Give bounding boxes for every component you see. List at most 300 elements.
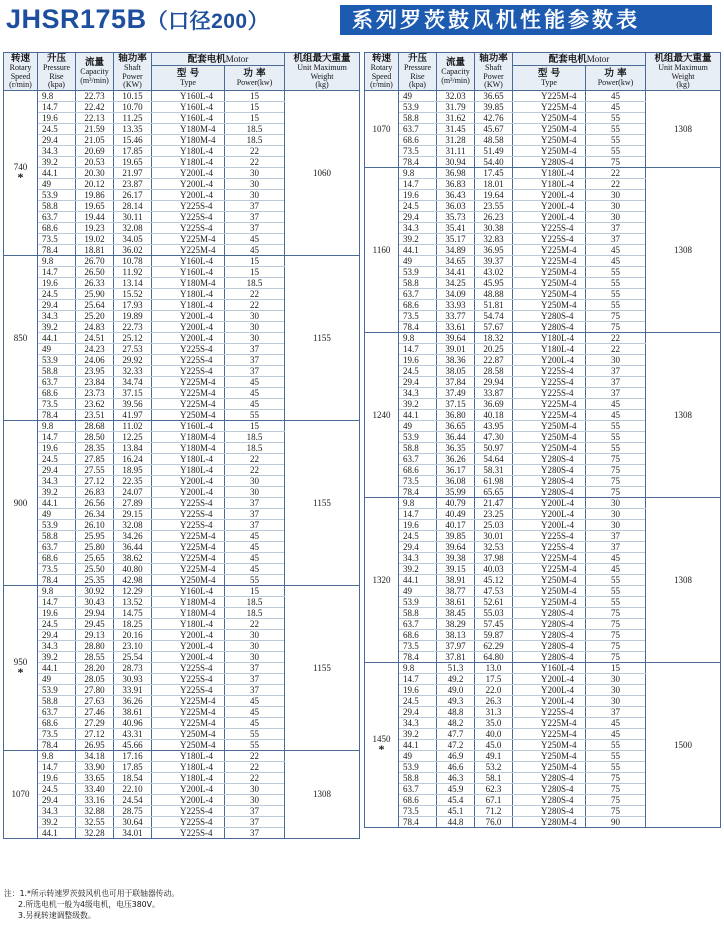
capacity-cell: 39.64 [437,332,475,343]
motor-type-cell: Y225M-4 [152,563,225,574]
shaft-power-cell: 40.80 [114,563,152,574]
shaft-power-cell: 25.03 [475,519,513,530]
pressure-cell: 19.6 [399,519,437,530]
shaft-power-cell: 42.98 [114,574,152,585]
capacity-cell: 26.33 [76,277,114,288]
pressure-cell: 14.7 [38,101,76,112]
capacity-cell: 30.92 [76,585,114,596]
shaft-power-cell: 22.87 [475,354,513,365]
motor-type-cell: Y160L-4 [152,266,225,277]
speed-value: 850 [13,332,28,343]
weight-cell: 1308 [646,332,721,497]
capacity-cell: 28.50 [76,431,114,442]
motor-type-cell: Y180L-4 [152,288,225,299]
motor-type-cell: Y250M-4 [513,442,586,453]
motor-type-cell: Y200L-4 [152,651,225,662]
capacity-cell: 35.17 [437,233,475,244]
shaft-power-cell: 31.3 [475,706,513,717]
motor-type-cell: Y225M-4 [152,244,225,255]
capacity-cell: 19.23 [76,222,114,233]
shaft-power-cell: 25.12 [114,332,152,343]
capacity-cell: 39.38 [437,552,475,563]
shaft-power-cell: 32.08 [114,519,152,530]
motor-power-cell: 75 [586,640,646,651]
motor-power-cell: 30 [225,651,285,662]
motor-type-cell: Y200L-4 [152,332,225,343]
page-title [6,4,269,35]
motor-type-cell: Y225S-4 [152,200,225,211]
header-pressure-cn: 升压 [46,53,66,64]
pressure-cell: 34.3 [38,310,76,321]
motor-power-cell: 45 [225,706,285,717]
speed-cell [4,420,38,585]
speed-cell [365,167,399,332]
speed-value: 1450 [372,734,391,744]
shaft-power-cell: 11.02 [114,420,152,431]
motor-power-cell: 55 [586,134,646,145]
capacity-cell: 34.41 [437,266,475,277]
pressure-cell: 78.4 [399,321,437,332]
capacity-cell: 21.05 [76,134,114,145]
shaft-power-cell: 29.15 [114,508,152,519]
capacity-cell: 36.26 [437,453,475,464]
header-weight-cn: 机组最大重量 [654,53,712,64]
shaft-power-cell: 52.61 [475,596,513,607]
shaft-power-cell: 28.14 [114,200,152,211]
shaft-power-cell: 18.01 [475,178,513,189]
motor-type-cell: Y180M-4 [152,134,225,145]
motor-type-cell: Y180L-4 [152,299,225,310]
motor-type-cell: Y225M-4 [152,695,225,706]
motor-power-cell: 30 [225,310,285,321]
shaft-power-cell: 22.10 [114,783,152,794]
pressure-cell: 34.3 [399,387,437,398]
motor-power-cell: 45 [586,728,646,739]
motor-power-cell: 75 [586,805,646,816]
shaft-power-cell: 14.75 [114,607,152,618]
shaft-power-cell: 13.84 [114,442,152,453]
pressure-cell: 58.8 [399,442,437,453]
motor-type-cell: Y200L-4 [152,321,225,332]
motor-power-cell: 37 [586,222,646,233]
motor-type-cell: Y225M-4 [513,101,586,112]
motor-type-cell: Y225M-4 [152,398,225,409]
header-shaft-power-en: Power [122,71,143,81]
table-row [4,90,360,101]
capacity-cell: 25.20 [76,310,114,321]
shaft-power-cell: 10.70 [114,101,152,112]
capacity-cell: 25.64 [76,299,114,310]
capacity-cell: 46.9 [437,750,475,761]
pressure-cell: 58.8 [399,607,437,618]
motor-power-cell: 22 [225,156,285,167]
pressure-cell: 49 [399,255,437,266]
pressure-cell: 19.6 [38,112,76,123]
motor-power-cell: 55 [586,420,646,431]
header-pressure-en: Rise [410,71,425,81]
pressure-cell: 24.5 [38,288,76,299]
shaft-power-cell: 30.38 [475,222,513,233]
capacity-cell: 33.40 [76,783,114,794]
capacity-cell: 46.3 [437,772,475,783]
shaft-power-cell: 12.29 [114,585,152,596]
header-capacity [76,53,114,91]
motor-power-cell: 75 [586,464,646,475]
motor-type-cell: Y225S-4 [513,387,586,398]
shaft-power-cell: 21.97 [114,167,152,178]
motor-power-cell: 37 [586,365,646,376]
header-speed-unit: (r/min) [9,80,32,89]
header-shaft-power-unit: (KW) [123,80,142,89]
motor-type-cell: Y280S-4 [513,321,586,332]
capacity-cell: 27.29 [76,717,114,728]
shaft-power-cell: 20.16 [114,629,152,640]
pressure-cell: 53.9 [38,519,76,530]
shaft-power-cell: 47.53 [475,585,513,596]
capacity-cell: 29.13 [76,629,114,640]
capacity-cell: 29.45 [76,618,114,629]
capacity-cell: 28.80 [76,640,114,651]
capacity-cell: 26.50 [76,266,114,277]
pressure-cell: 29.4 [38,794,76,805]
header-power-cn: 功 率 [243,68,266,80]
pressure-cell: 29.4 [399,541,437,552]
motor-power-cell: 55 [586,123,646,134]
pressure-cell: 44.1 [399,244,437,255]
motor-power-cell: 75 [586,607,646,618]
motor-power-cell: 45 [586,255,646,266]
shaft-power-cell: 30.93 [114,673,152,684]
motor-type-cell: Y225S-4 [513,365,586,376]
header-pressure-cn: 升压 [407,53,427,64]
capacity-cell: 26.34 [76,508,114,519]
pressure-cell: 14.7 [399,673,437,684]
motor-type-cell: Y200L-4 [152,783,225,794]
header-speed [4,53,38,91]
header-power-en: Power(kw) [597,78,634,88]
motor-type-cell: Y225M-4 [152,552,225,563]
pressure-cell: 73.5 [38,728,76,739]
motor-type-cell: Y180M-4 [152,431,225,442]
pressure-cell: 9.8 [399,167,437,178]
motor-type-cell: Y250M-4 [513,112,586,123]
motor-power-cell: 37 [225,343,285,354]
motor-power-cell: 18.5 [225,277,285,288]
pressure-cell: 78.4 [399,651,437,662]
capacity-cell: 25.95 [76,530,114,541]
capacity-cell: 25.50 [76,563,114,574]
header-power [586,66,646,90]
pressure-cell: 14.7 [399,508,437,519]
motor-power-cell: 22 [225,288,285,299]
capacity-cell: 26.70 [76,255,114,266]
capacity-cell: 26.95 [76,739,114,750]
pressure-cell: 34.3 [399,717,437,728]
header-pressure-en: Pressure [403,63,432,72]
motor-type-cell: Y200L-4 [152,189,225,200]
motor-type-cell: Y250M-4 [513,288,586,299]
shaft-power-cell: 57.67 [475,321,513,332]
shaft-power-cell: 54.64 [475,453,513,464]
header-weight-en: Weight [310,71,334,81]
motor-power-cell: 30 [586,497,646,508]
motor-type-cell: Y225S-4 [152,805,225,816]
footnote-1: 注：1.*所示转速罗茨鼓风机也可用于联轴器传动。 [4,889,180,898]
shaft-power-cell: 10.15 [114,90,152,101]
motor-type-cell: Y250M-4 [513,277,586,288]
pressure-cell: 29.4 [38,134,76,145]
motor-type-cell: Y225M-4 [513,398,586,409]
header-weight [285,53,360,91]
capacity-cell: 25.80 [76,541,114,552]
motor-type-cell: Y225S-4 [513,376,586,387]
shaft-power-cell: 38.62 [114,552,152,563]
shaft-power-cell: 43.02 [475,266,513,277]
motor-power-cell: 30 [225,189,285,200]
motor-type-cell: Y280S-4 [513,486,586,497]
header-shaft-power-cn: 轴功率 [118,53,147,64]
capacity-cell: 28.20 [76,662,114,673]
capacity-cell: 26.83 [76,486,114,497]
motor-power-cell: 55 [225,409,285,420]
table-row [365,332,721,343]
pressure-cell: 68.6 [38,387,76,398]
pressure-cell: 19.6 [399,684,437,695]
motor-power-cell: 30 [225,794,285,805]
motor-type-cell: Y225M-4 [513,409,586,420]
motor-power-cell: 55 [586,750,646,761]
motor-type-cell: Y160L-4 [513,662,586,673]
shaft-power-cell: 28.73 [114,662,152,673]
motor-power-cell: 30 [225,475,285,486]
header-type-cn: 型 号 [537,68,561,80]
capacity-cell: 47.7 [437,728,475,739]
motor-type-cell: Y225S-4 [152,222,225,233]
pressure-cell: 63.7 [38,706,76,717]
motor-type-cell: Y200L-4 [152,167,225,178]
pressure-cell: 73.5 [399,145,437,156]
shaft-power-cell: 39.37 [475,255,513,266]
capacity-cell: 24.83 [76,321,114,332]
table-row [4,255,360,266]
motor-type-cell: Y225S-4 [513,706,586,717]
motor-type-cell: Y225M-4 [513,552,586,563]
motor-power-cell: 75 [586,783,646,794]
shaft-power-cell: 67.1 [475,794,513,805]
capacity-cell: 26.10 [76,519,114,530]
motor-power-cell: 75 [586,453,646,464]
header-type-cn: 型 号 [176,68,200,80]
pressure-cell: 53.9 [38,684,76,695]
pressure-cell: 44.1 [399,409,437,420]
weight-cell: 1500 [646,662,721,827]
header-power-cn: 功 率 [604,68,627,80]
motor-power-cell: 30 [225,783,285,794]
shaft-power-cell: 10.78 [114,255,152,266]
shaft-power-cell: 22.35 [114,475,152,486]
capacity-cell: 38.91 [437,574,475,585]
shaft-power-cell: 33.87 [475,387,513,398]
shaft-power-cell: 54.74 [475,310,513,321]
motor-power-cell: 55 [586,431,646,442]
motor-type-cell: Y200L-4 [513,200,586,211]
pressure-cell: 24.5 [38,618,76,629]
capacity-cell: 20.12 [76,178,114,189]
motor-power-cell: 22 [225,618,285,629]
speed-value: 900 [13,497,28,508]
capacity-cell: 20.53 [76,156,114,167]
shaft-power-cell: 27.89 [114,497,152,508]
motor-type-cell: Y160L-4 [152,420,225,431]
motor-type-cell: Y225M-4 [513,255,586,266]
motor-power-cell: 37 [225,673,285,684]
speed-value: 950 [13,657,28,667]
pressure-cell: 9.8 [38,750,76,761]
weight-cell: 1308 [646,167,721,332]
motor-type-cell: Y280S-4 [513,607,586,618]
pressure-cell: 78.4 [38,739,76,750]
pressure-cell: 53.9 [399,431,437,442]
motor-type-cell: Y225M-4 [152,376,225,387]
shaft-power-cell: 16.24 [114,453,152,464]
motor-type-cell: Y225S-4 [152,827,225,838]
header-type-en: Type [541,78,557,88]
header-pressure-en: Pressure [42,63,71,72]
capacity-cell: 35.99 [437,486,475,497]
pressure-cell: 19.6 [399,354,437,365]
pressure-cell: 49 [38,508,76,519]
motor-power-cell: 55 [225,739,285,750]
capacity-cell: 36.80 [437,409,475,420]
header-motor-en: Motor [586,53,610,64]
pressure-cell: 19.6 [38,277,76,288]
motor-type-cell: Y225S-4 [152,662,225,673]
pressure-cell: 68.6 [399,464,437,475]
pressure-cell: 68.6 [399,134,437,145]
motor-power-cell: 37 [225,222,285,233]
motor-type-cell: Y250M-4 [152,574,225,585]
motor-type-cell: Y160L-4 [152,101,225,112]
motor-power-cell: 45 [586,398,646,409]
motor-power-cell: 15 [225,255,285,266]
motor-power-cell: 37 [225,519,285,530]
motor-type-cell: Y280S-4 [513,310,586,321]
pressure-cell: 63.7 [399,783,437,794]
capacity-cell: 39.01 [437,343,475,354]
header-shaft-power [114,53,152,91]
motor-type-cell: Y225S-4 [513,222,586,233]
pressure-cell: 14.7 [399,178,437,189]
shaft-power-cell: 50.97 [475,442,513,453]
table-row [4,420,360,431]
motor-type-cell: Y250M-4 [513,761,586,772]
motor-type-cell: Y250M-4 [513,596,586,607]
capacity-cell: 45.4 [437,794,475,805]
pressure-cell: 58.8 [399,277,437,288]
shaft-power-cell: 34.05 [114,233,152,244]
motor-power-cell: 22 [225,453,285,464]
pressure-cell: 9.8 [38,90,76,101]
shaft-power-cell: 45.0 [475,739,513,750]
shaft-power-cell: 28.75 [114,805,152,816]
pressure-cell: 49 [399,90,437,101]
header-speed-en: Speed [10,71,31,81]
capacity-cell: 49.3 [437,695,475,706]
shaft-power-cell: 49.1 [475,750,513,761]
pressure-cell: 58.8 [399,772,437,783]
capacity-cell: 49.0 [437,684,475,695]
pressure-cell: 9.8 [399,332,437,343]
motor-type-cell: Y280M-4 [513,816,586,827]
header-capacity-en: Capacity [441,67,470,77]
capacity-cell: 26.56 [76,497,114,508]
pressure-cell: 63.7 [399,288,437,299]
capacity-cell: 30.94 [437,156,475,167]
header-weight-unit: (kg) [676,80,690,89]
header-row [4,53,360,66]
motor-power-cell: 22 [586,343,646,354]
pressure-cell: 63.7 [38,376,76,387]
capacity-cell: 34.18 [76,750,114,761]
capacity-cell: 36.08 [437,475,475,486]
pressure-cell: 63.7 [38,211,76,222]
header-capacity-en: Capacity [80,67,109,77]
pressure-cell: 73.5 [399,640,437,651]
shaft-power-cell: 18.95 [114,464,152,475]
motor-type-cell: Y180L-4 [513,343,586,354]
shaft-power-cell: 36.65 [475,90,513,101]
pressure-cell: 29.4 [399,211,437,222]
motor-type-cell: Y225M-4 [152,541,225,552]
shaft-power-cell: 41.97 [114,409,152,420]
motor-power-cell: 45 [586,409,646,420]
motor-power-cell: 55 [586,761,646,772]
motor-power-cell: 15 [225,101,285,112]
shaft-power-cell: 36.69 [475,398,513,409]
capacity-cell: 22.13 [76,112,114,123]
motor-type-cell: Y225M-4 [152,233,225,244]
pressure-cell: 24.5 [399,530,437,541]
capacity-cell: 22.42 [76,101,114,112]
motor-type-cell: Y225M-4 [152,387,225,398]
shaft-power-cell: 45.67 [475,123,513,134]
pressure-cell: 19.6 [399,189,437,200]
capacity-cell: 35.41 [437,222,475,233]
motor-power-cell: 45 [586,101,646,112]
motor-power-cell: 37 [225,805,285,816]
motor-power-cell: 22 [586,167,646,178]
motor-type-cell: Y225S-4 [152,508,225,519]
shaft-power-cell: 13.0 [475,662,513,673]
pressure-cell: 78.4 [399,816,437,827]
motor-type-cell: Y250M-4 [152,739,225,750]
capacity-cell: 24.51 [76,332,114,343]
speed-value: 1070 [11,789,30,799]
header-weight-en: Unit Maximum [658,63,708,72]
capacity-cell: 33.65 [76,772,114,783]
motor-power-cell: 55 [586,112,646,123]
speed-cell [365,662,399,827]
pressure-cell: 73.5 [399,805,437,816]
capacity-cell: 39.15 [437,563,475,574]
header-capacity [437,53,475,91]
capacity-cell: 24.06 [76,354,114,365]
header-power [225,66,285,90]
speed-value: 1320 [372,574,391,585]
pressure-cell: 44.1 [38,827,76,838]
header-motor [513,53,646,66]
pressure-cell: 58.8 [38,365,76,376]
